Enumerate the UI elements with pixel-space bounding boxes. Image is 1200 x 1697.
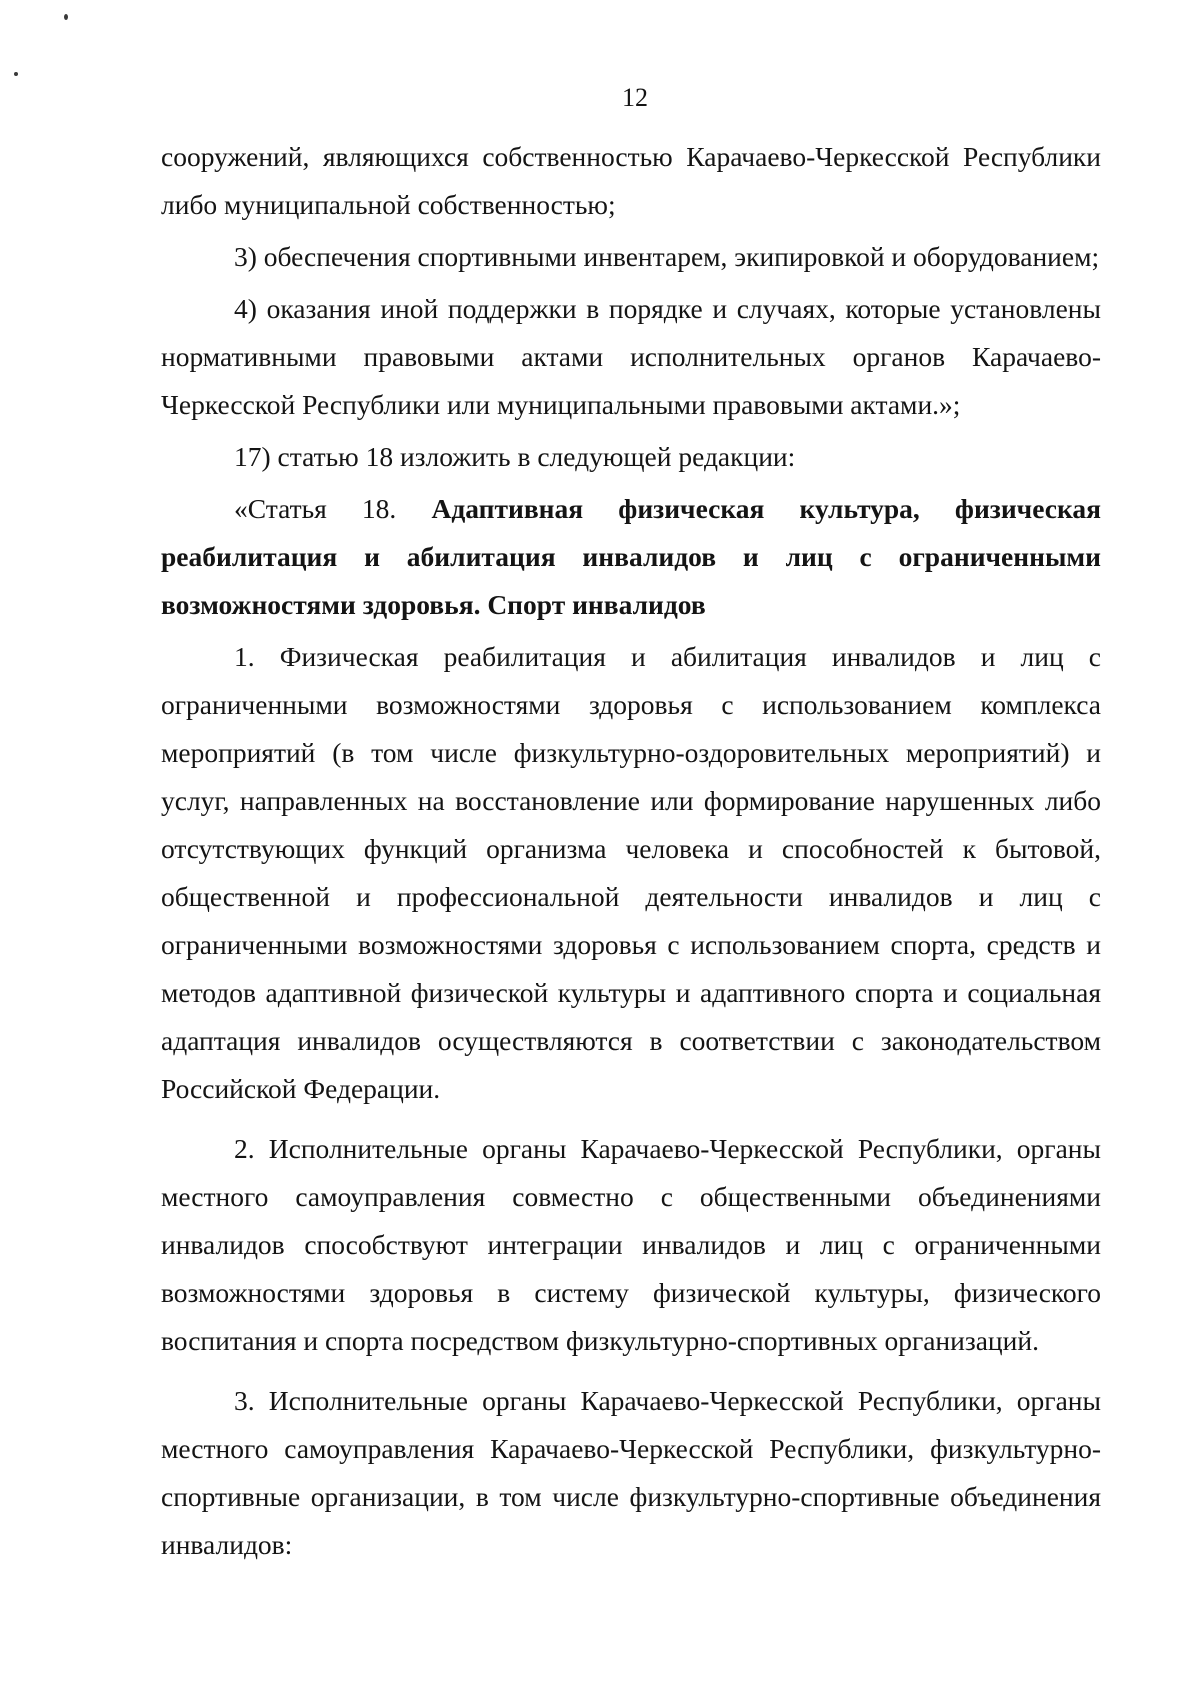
scan-speck [64, 14, 68, 20]
paragraph-continuation: сооружений, являющихся собственностью Карачаево-Черкесской Республики либо муниципальной собственностью; [161, 141, 1101, 220]
article-paragraph-2: 2. Исполнительные органы Карачаево-Черкесской Республики, органы местного самоуправления совместно с общественными объединениями инвалидов способствуют интеграции инвалидов и лиц с ограниченными возможностями здоровья в систему физической культуры, физического воспитания и спорта посредством физкультурно-спортивных организаций. [161, 1133, 1101, 1356]
page-number: 12 [622, 83, 648, 112]
scan-speck [14, 72, 18, 76]
article-heading-title: Адаптивная физическая культура, физическая реабилитация и абилитация инвалидов и лиц с ограниченными возможностями здоровья. Спорт инвалидов [161, 493, 1101, 620]
article-paragraph-3: 3. Исполнительные органы Карачаево-Черкесской Республики, органы местного самоуправления Карачаево-Черкесской Республики, физкультурно-спортивные организации, в том числе физкультурно-спортивные объединения инвалидов: [161, 1385, 1101, 1560]
paragraph-item-4: 4) оказания иной поддержки в порядке и случаях, которые установлены нормативными правовыми актами исполнительных органов Карачаево-Черкесской Республики или муниципальными правовыми актами.»; [161, 293, 1101, 420]
paragraph-item-3: 3) обеспечения спортивными инвентарем, экипировкой и оборудованием; [234, 241, 1100, 272]
article-heading [161, 485, 1101, 629]
paragraph-item-17: 17) статью 18 изложить в следующей редакции: [234, 441, 796, 472]
document-body [161, 133, 1101, 1569]
article-heading-prefix: «Статья 18. [234, 493, 397, 524]
article-paragraph-1: 1. Физическая реабилитация и абилитация инвалидов и лиц с ограниченными возможностями здоровья с использованием комплекса мероприятий (в том числе физкультурно-оздоровительных мероприятий) и услуг, направленных на восстановление или формирование нарушенных либо отсутствующих функций организма человека и способностей к бытовой, общественной и профессиональной деятельности инвалидов и лиц с ограниченными возможностями здоровья с использованием спорта, средств и методов адаптивной физической культуры и адаптивного спорта и социальная адаптация инвалидов осуществляются в соответствии с законодательством Российской Федерации. [161, 641, 1101, 1104]
